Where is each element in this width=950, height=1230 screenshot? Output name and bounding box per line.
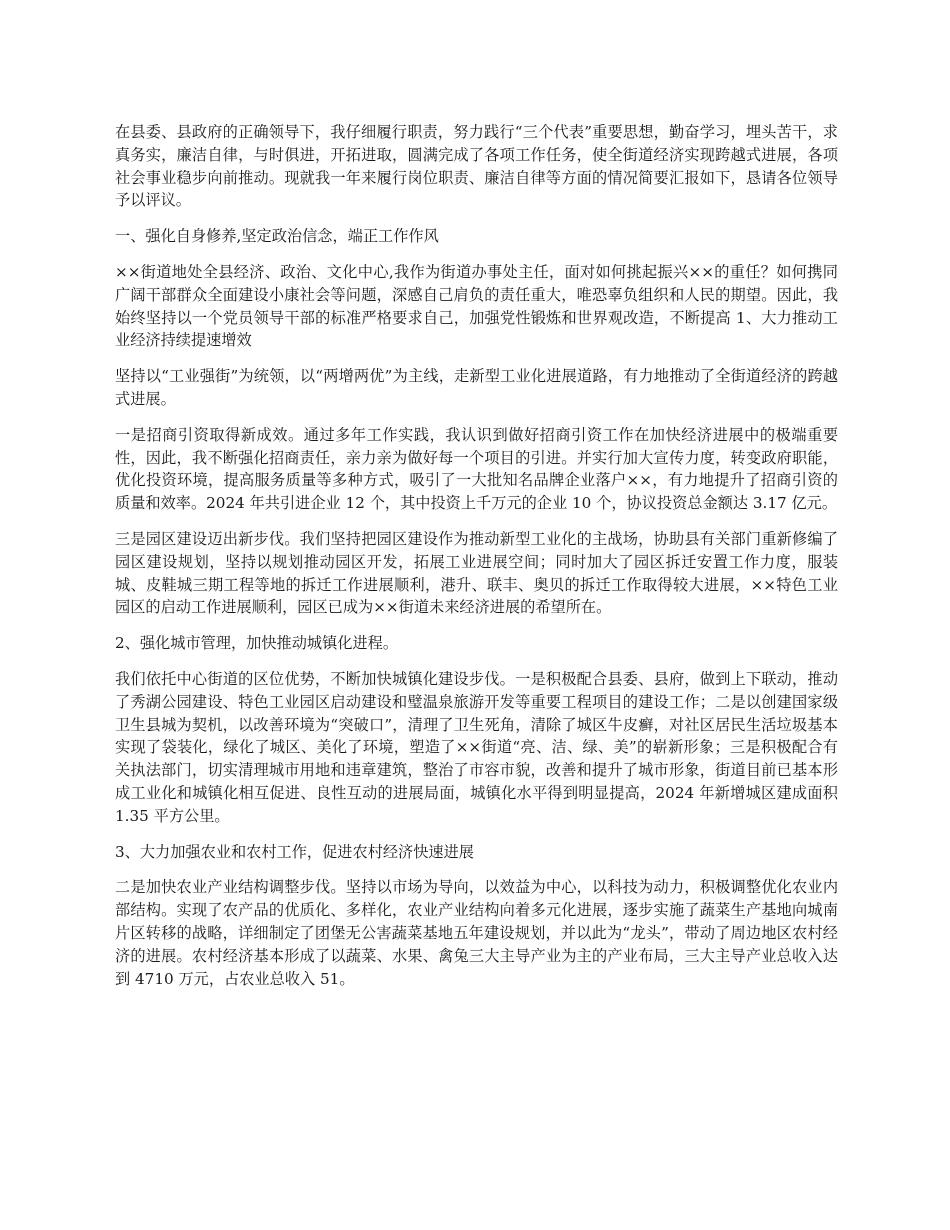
- paragraph: ××街道地处全县经济、政治、文化中心,我作为街道办事处主任，面对如何挑起振兴××的重任？如何携同广阔干部群众全面建设小康社会等问题，深感自己肩负的责任重大，唯恐辜负组织和人民的期望。因此，我始终坚持以一个党员领导干部的标准严格要求自己，加强党性锻炼和世界观改造，不断提高 1、大力推动工业经济持续提速增效: [115, 262, 838, 350]
- document-body: [115, 121, 838, 1003]
- paragraph: 三是园区建设迈出新步伐。我们坚持把园区建设作为推动新型工业化的主战场，协助县有关部门重新修编了园区建设规划，坚持以规划推动园区开发，拓展工业进展空间；同时加大了园区拆迁安置工作力度，服装城、皮鞋城三期工程等地的拆迁工作进展顺利，港升、联丰、奥贝的拆迁工作取得较大进展，××特色工业园区的启动工作进展顺利，园区已成为××街道未来经济进展的希望所在。: [115, 529, 838, 617]
- section-heading-3: 3、大力加强农业和农村工作，促进农村经济快速进展: [115, 842, 474, 861]
- intro-paragraph: 在县委、县政府的正确领导下，我仔细履行职责，努力践行“三个代表”重要思想，勤奋学习，埋头苦干，求真务实，廉洁自律，与时俱进，开拓进取，圆满完成了各项工作任务，使全街道经济实现跨越式进展，各项社会事业稳步向前推动。现就我一年来履行岗位职责、廉洁自律等方面的情况简要汇报如下，恳请各位领导予以评议。: [115, 123, 838, 210]
- section-heading-1: 一、强化自身修养,坚定政治信念，端正工作作风: [115, 227, 439, 246]
- paragraph: 一是招商引资取得新成效。通过多年工作实践，我认识到做好招商引资工作在加快经济进展中的极端重要性，因此，我不断强化招商责任，亲力亲为做好每一个项目的引进。并实行加大宣传力度，转变政府职能，优化投资环境，提高服务质量等多种方式，吸引了一大批知名品牌企业落户××，有力地提升了招商引资的质量和效率。2024 年共引进企业 12 个，其中投资上千万元的企业 10 个，协议投资总金额达 3.17 亿元。: [115, 425, 838, 513]
- paragraph: 我们依托中心街道的区位优势，不断加快城镇化建设步伐。一是积极配合县委、县府，做到上下联动，推动了秀湖公园建设、特色工业园区启动建设和璧温泉旅游开发等重要工程项目的建设工作；二是以创建国家级卫生县城为契机，以改善环境为“突破口”，清理了卫生死角，清除了城区牛皮癣，对社区居民生活垃圾基本实现了袋装化，绿化了城区、美化了环境，塑造了××街道“亮、洁、绿、美”的崭新形象；三是积极配合有关执法部门，切实清理城市用地和违章建筑，整治了市容市貌，改善和提升了城市形象，街道目前已基本形成工业化和城镇化相互促进、良性互动的进展局面，城镇化水平得到明显提高，2024 年新增城区建成面积 1.35 平方公里。: [115, 669, 838, 825]
- paragraph: 坚持以“工业强街”为统领，以“两增两优”为主线，走新型工业化进展道路，有力地推动了全街道经济的跨越式进展。: [115, 367, 838, 408]
- section-heading-2: 2、强化城市管理，加快推动城镇化进程。: [115, 634, 399, 653]
- paragraph: 二是加快农业产业结构调整步伐。坚持以市场为导向，以效益为中心，以科技为动力，积极调整优化农业内部结构。实现了农产品的优质化、多样化，农业产业结构向着多元化进展，逐步实施了蔬菜生产基地向城南片区转移的战略，详细制定了团堡无公害蔬菜基地五年建设规划，并以此为“龙头”，带动了周边地区农村经济的进展。农村经济基本形成了以蔬菜、水果、禽兔三大主导产业为主的产业布局，三大主导产业总收入达到 4710 万元，占农业总收入 51。: [115, 878, 838, 988]
